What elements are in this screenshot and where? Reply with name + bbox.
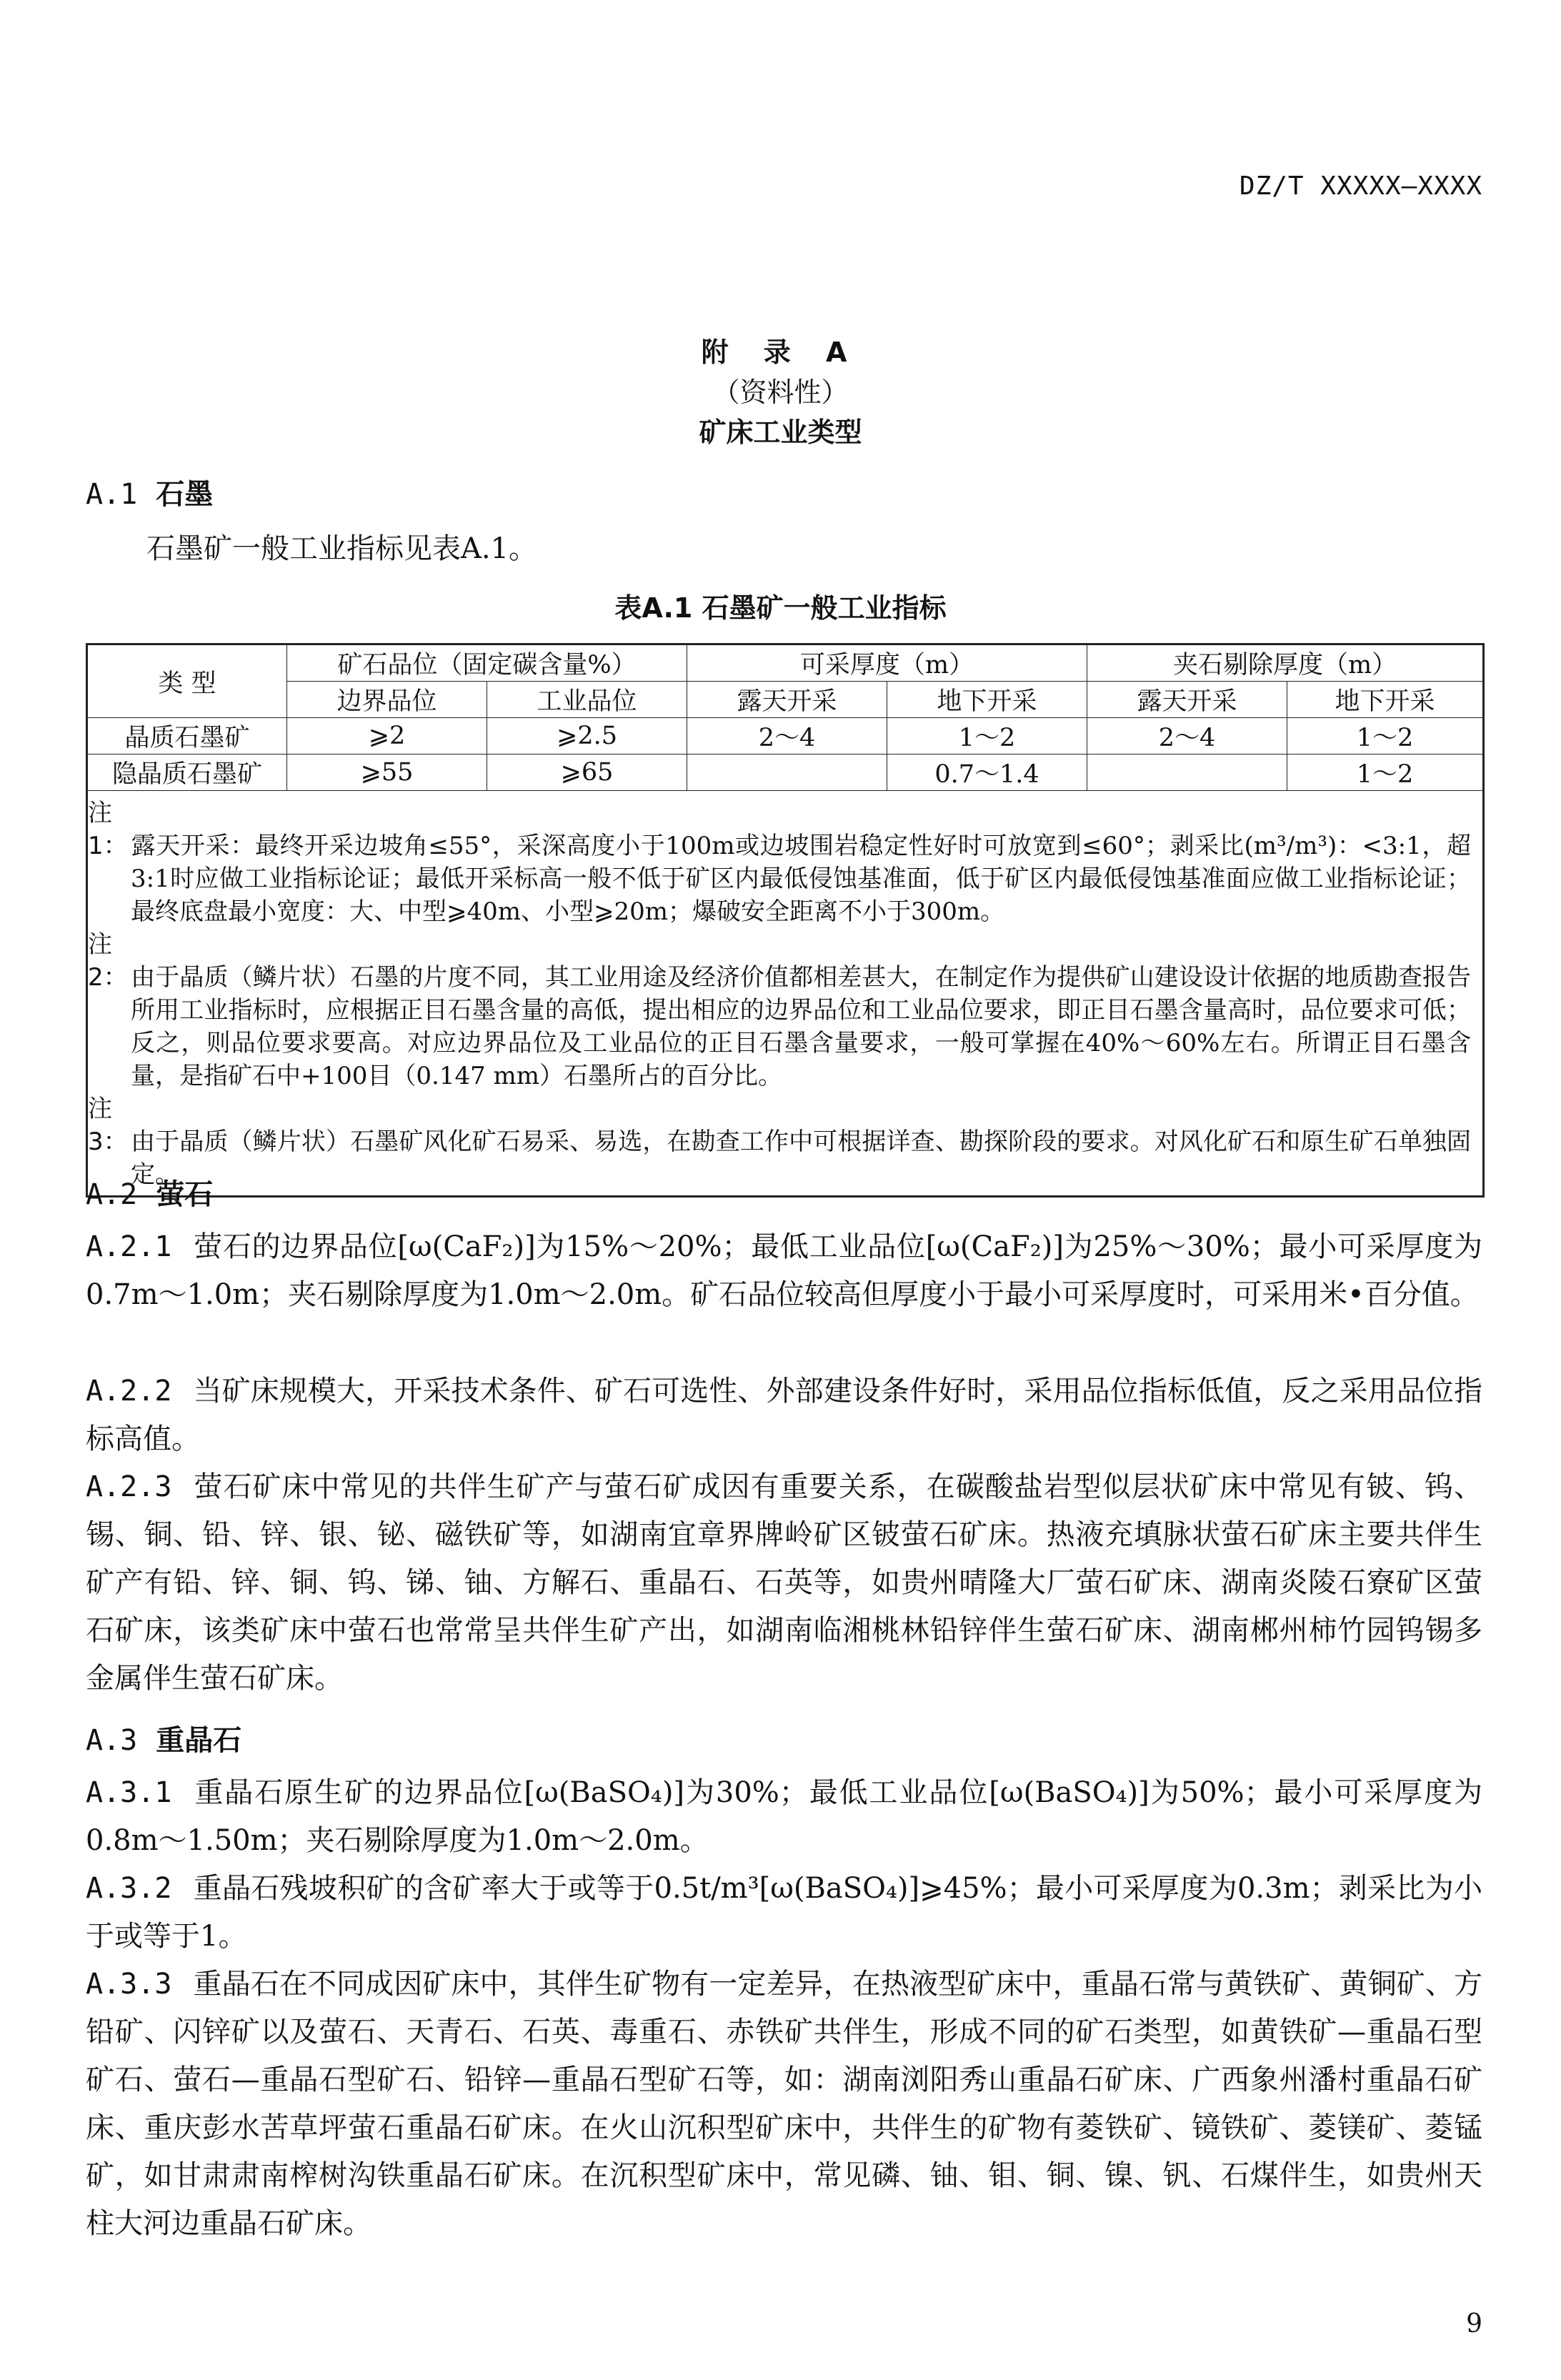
clause-text: 萤石矿床中常见的共伴生矿产与萤石矿成因有重要关系，在碳酸盐岩型似层状矿床中常见有铍、钨、锡、铜、铅、锌、银、铋、磁铁矿等，如湖南宜章界牌岭矿区铍萤石矿床。热液充填脉状萤石矿床主要共伴生矿产有铅、锌、铜、钨、锑、铀、方解石、重晶石、石英等，如贵州晴隆大厂萤石矿床、湖南炎陵石寮矿区萤石矿床，该类矿床中萤石也常常呈共伴生矿产出，如湖南临湘桃林铅锌伴生萤石矿床、湖南郴州柿竹园钨锡多金属伴生萤石矿床。: [86, 1470, 1482, 1695]
header-underground: 地下开采: [1287, 682, 1484, 718]
cell-underground: 1～2: [887, 718, 1087, 755]
table-caption: 表A.1 石墨矿一般工业指标: [614, 592, 947, 624]
section-heading-a1: [86, 472, 213, 512]
clause-number: A.3.2: [86, 1872, 172, 1905]
section-number: A.3: [86, 1724, 138, 1757]
clause-a3-2: [86, 1865, 1482, 1961]
cell-open-pit: [1087, 755, 1287, 791]
note-text: 露天开采：最终开采边坡角≤55°，采深高度小于100m或边坡围岩稳定性好时可放宽到≤60°；剥采比(m³/m³)：<3:1，超3:1时应做工业指标论证；最低开采标高一般不低于矿区内最低侵蚀基准面，低于矿区内最低侵蚀基准面应做工业指标论证；最终底盘最小宽度：大、中型⩾40m、小型⩾20m；爆破安全距离不小于300m。: [131, 832, 1472, 926]
header-boundary: 边界品位: [287, 682, 487, 718]
section-title: 石墨: [156, 478, 214, 511]
clause-a2-1: [86, 1223, 1482, 1319]
section-number: A.1: [86, 478, 138, 511]
section-intro: 石墨矿一般工业指标见表A.1。: [146, 532, 538, 565]
note-tag: 注3：: [88, 1095, 128, 1156]
cell-open-pit: 2～4: [1087, 718, 1287, 755]
cell-underground: 1～2: [1287, 718, 1484, 755]
table-row: [87, 755, 1484, 791]
cell-underground: 0.7～1.4: [887, 755, 1087, 791]
table-row: [87, 718, 1484, 755]
note-text: 由于晶质（鳞片状）石墨矿风化矿石易采、易选，在勘查工作中可根据详查、勘探阶段的要求。对风化矿石和原生矿石单独固定。: [131, 1127, 1472, 1189]
cell-boundary: ⩾55: [287, 755, 487, 791]
section-number: A.2: [86, 1178, 138, 1211]
section-heading-a2: [86, 1172, 213, 1213]
table-note: [88, 1092, 1472, 1191]
clause-a2-2: [86, 1368, 1482, 1463]
document-code: DZ/T XXXXX—XXXX: [1239, 171, 1482, 201]
cell-industrial: ⩾65: [487, 755, 687, 791]
note-tag: 注2：: [88, 930, 128, 992]
header-industrial: 工业品位: [487, 682, 687, 718]
note-text: 由于晶质（鳞片状）石墨的片度不同，其工业用途及经济价值都相差甚大，在制定作为提供矿山建设设计依据的地质勘查报告所用工业指标时，应根据正目石墨含量的高低，提出相应的边界品位和工业品位要求，即正目石墨含量高时，品位要求可低；反之，则品位要求要高。对应边界品位及工业品位的正目石墨含量要求，一般可掌握在40%～60%左右。所谓正目石墨含量，是指矿石中+100目（0.147 mm）石墨所占的百分比。: [131, 963, 1472, 1090]
clause-text: 萤石的边界品位[ω(CaF₂)]为15%～20%；最低工业品位[ω(CaF₂)]为25%～30%；最小可采厚度为0.7m～1.0m；夹石剔除厚度为1.0m～2.0m。矿石品位较高但厚度小于最小可采厚度时，可采用米•百分值。: [86, 1230, 1482, 1311]
appendix-name: 矿床工业类型: [699, 417, 862, 448]
clause-text: 重晶石在不同成因矿床中，其伴生矿物有一定差异，在热液型矿床中，重晶石常与黄铁矿、黄铜矿、方铅矿、闪锌矿以及萤石、天青石、石英、毒重石、赤铁矿共伴生，形成不同的矿石类型，如黄铁矿—重晶石型矿石、萤石—重晶石型矿石、铅锌—重晶石型矿石等，如：湖南浏阳秀山重晶石矿床、广西象州潘村重晶石矿床、重庆彭水苦草坪萤石重晶石矿床。在火山沉积型矿床中，共伴生的矿物有菱铁矿、镜铁矿、菱镁矿、菱锰矿，如甘肃肃南榨树沟铁重晶石矿床。在沉积型矿床中，常见磷、铀、钼、铜、镍、钒、石煤伴生，如贵州天柱大河边重晶石矿床。: [86, 1968, 1482, 2240]
cell-industrial: ⩾2.5: [487, 718, 687, 755]
section-heading-a3: [86, 1718, 241, 1758]
header-type: 类 型: [87, 644, 287, 718]
clause-text: 重晶石原生矿的边界品位[ω(BaSO₄)]为30%；最低工业品位[ω(BaSO₄)]为50%；最小可采厚度为0.8m～1.50m；夹石剔除厚度为1.0m～2.0m。: [86, 1776, 1482, 1857]
header-open-pit: 露天开采: [1087, 682, 1287, 718]
cell-open-pit: [687, 755, 887, 791]
table-subheader-row: [87, 682, 1484, 718]
note-tag: 注1：: [88, 799, 128, 860]
clause-number: A.2.1: [86, 1230, 172, 1263]
cell-underground: 1～2: [1287, 755, 1484, 791]
header-open-pit: 露天开采: [687, 682, 887, 718]
section-title: 萤石: [156, 1178, 214, 1211]
table-notes-row: [87, 791, 1484, 1197]
page-number: 9: [1466, 2309, 1482, 2339]
clause-a3-3: [86, 1961, 1482, 2248]
clause-number: A.3.1: [86, 1776, 172, 1809]
clause-a3-1: [86, 1769, 1482, 1865]
clause-a2-3: [86, 1463, 1482, 1703]
table-note: [88, 928, 1472, 1092]
cell-type: 隐晶质石墨矿: [87, 755, 287, 791]
clause-number: A.3.3: [86, 1968, 172, 2001]
appendix-subtitle: （资料性）: [712, 377, 849, 408]
table-notes: [87, 791, 1484, 1197]
header-thickness: 可采厚度（m）: [687, 644, 1087, 682]
table-header-row: [87, 644, 1484, 682]
clause-text: 当矿床规模大，开采技术条件、矿石可选性、外部建设条件好时，采用品位指标低值，反之采用品位指标高值。: [86, 1375, 1482, 1455]
section-title: 重晶石: [156, 1724, 242, 1757]
clause-number: A.2.3: [86, 1470, 172, 1503]
appendix-title: 附 录 A: [701, 337, 860, 368]
header-grade: 矿石品位（固定碳含量%）: [287, 644, 687, 682]
header-underground: 地下开采: [887, 682, 1087, 718]
graphite-index-table: [86, 643, 1485, 1198]
cell-type: 晶质石墨矿: [87, 718, 287, 755]
cell-boundary: ⩾2: [287, 718, 487, 755]
table-note: [88, 797, 1472, 928]
header-strip: 夹石剔除厚度（m）: [1087, 644, 1484, 682]
clause-number: A.2.2: [86, 1375, 172, 1408]
cell-open-pit: 2～4: [687, 718, 887, 755]
clause-text: 重晶石残坡积矿的含矿率大于或等于0.5t/m³[ω(BaSO₄)]⩾45%；最小可采厚度为0.3m；剥采比为小于或等于1。: [86, 1872, 1482, 1953]
